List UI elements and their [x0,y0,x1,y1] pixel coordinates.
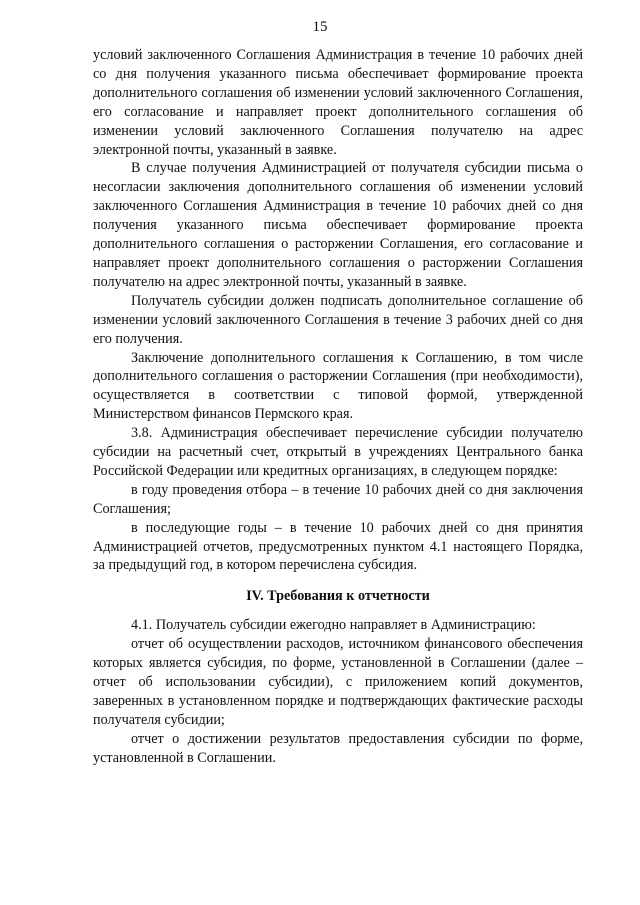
paragraph: 4.1. Получатель субсидии ежегодно направляет в Администрацию: [131,617,536,634]
paragraph: отчет об осуществлении расходов, источником финансового обеспечения которых является субсидия, по форме, установленной в Соглашении (далее – отчет об использовании субсидии), с приложением копий документов, заверенных в установленном порядке и подтверждающих фактические расходы получателя субсидии; [93,636,583,728]
paragraph: 3.8. Администрация обеспечивает перечисление субсидии получателю субсидии на расчетный счет, открытый в учреждениях Центрального банка Российской Федерации или кредитных организациях, в следующем порядке: [93,425,583,479]
paragraph: В случае получения Администрацией от получателя субсидии письма о несогласии заключения дополнительного соглашения об изменении условий заключенного Соглашения Администрация в течение 10 рабочих дней со дня получения указанного письма обеспечивает формирование проекта дополнительного соглашения о расторжении Соглашения, его согласование и направляет проект дополнительного соглашения о расторжении Соглашения получателю на адрес электронной почты, указанный в заявке. [93,160,583,290]
paragraph: Получатель субсидии должен подписать дополнительное соглашение об изменении условий заключенного Соглашения в течение 3 рабочих дней со дня его получения. [93,292,583,347]
paragraph: отчет о достижении результатов предоставления субсидии по форме, установленной в Соглашении. [93,730,583,766]
document-body [93,46,583,768]
paragraph: Заключение дополнительного соглашения к Соглашению, в том числе дополнительного соглашения о расторжении Соглашения (при необходимости), осуществляется в соответствии с типовой формой, утвержденной Министерством финансов Пермского края. [93,349,583,423]
section-heading: IV. Требования к отчетности [246,588,430,605]
paragraph: условий заключенного Соглашения Администрация в течение 10 рабочих дней со дня получения указанного письма обеспечивает формирование проекта дополнительного соглашения об изменении условий заключенного Соглашения, его согласование и направляет проект дополнительного соглашения об изменении условий заключенного Соглашения получателю на адрес электронной почты, указанный в заявке. [93,47,583,158]
paragraph: в последующие годы – в течение 10 рабочих дней со дня принятия Администрацией отчетов, предусмотренных пунктом 4.1 настоящего Порядка, за предыдущий год, в котором перечислена субсидия. [93,519,583,574]
page-number: 15 [312,19,328,35]
paragraph: в году проведения отбора – в течение 10 рабочих дней со дня заключения Соглашения; [93,481,583,517]
